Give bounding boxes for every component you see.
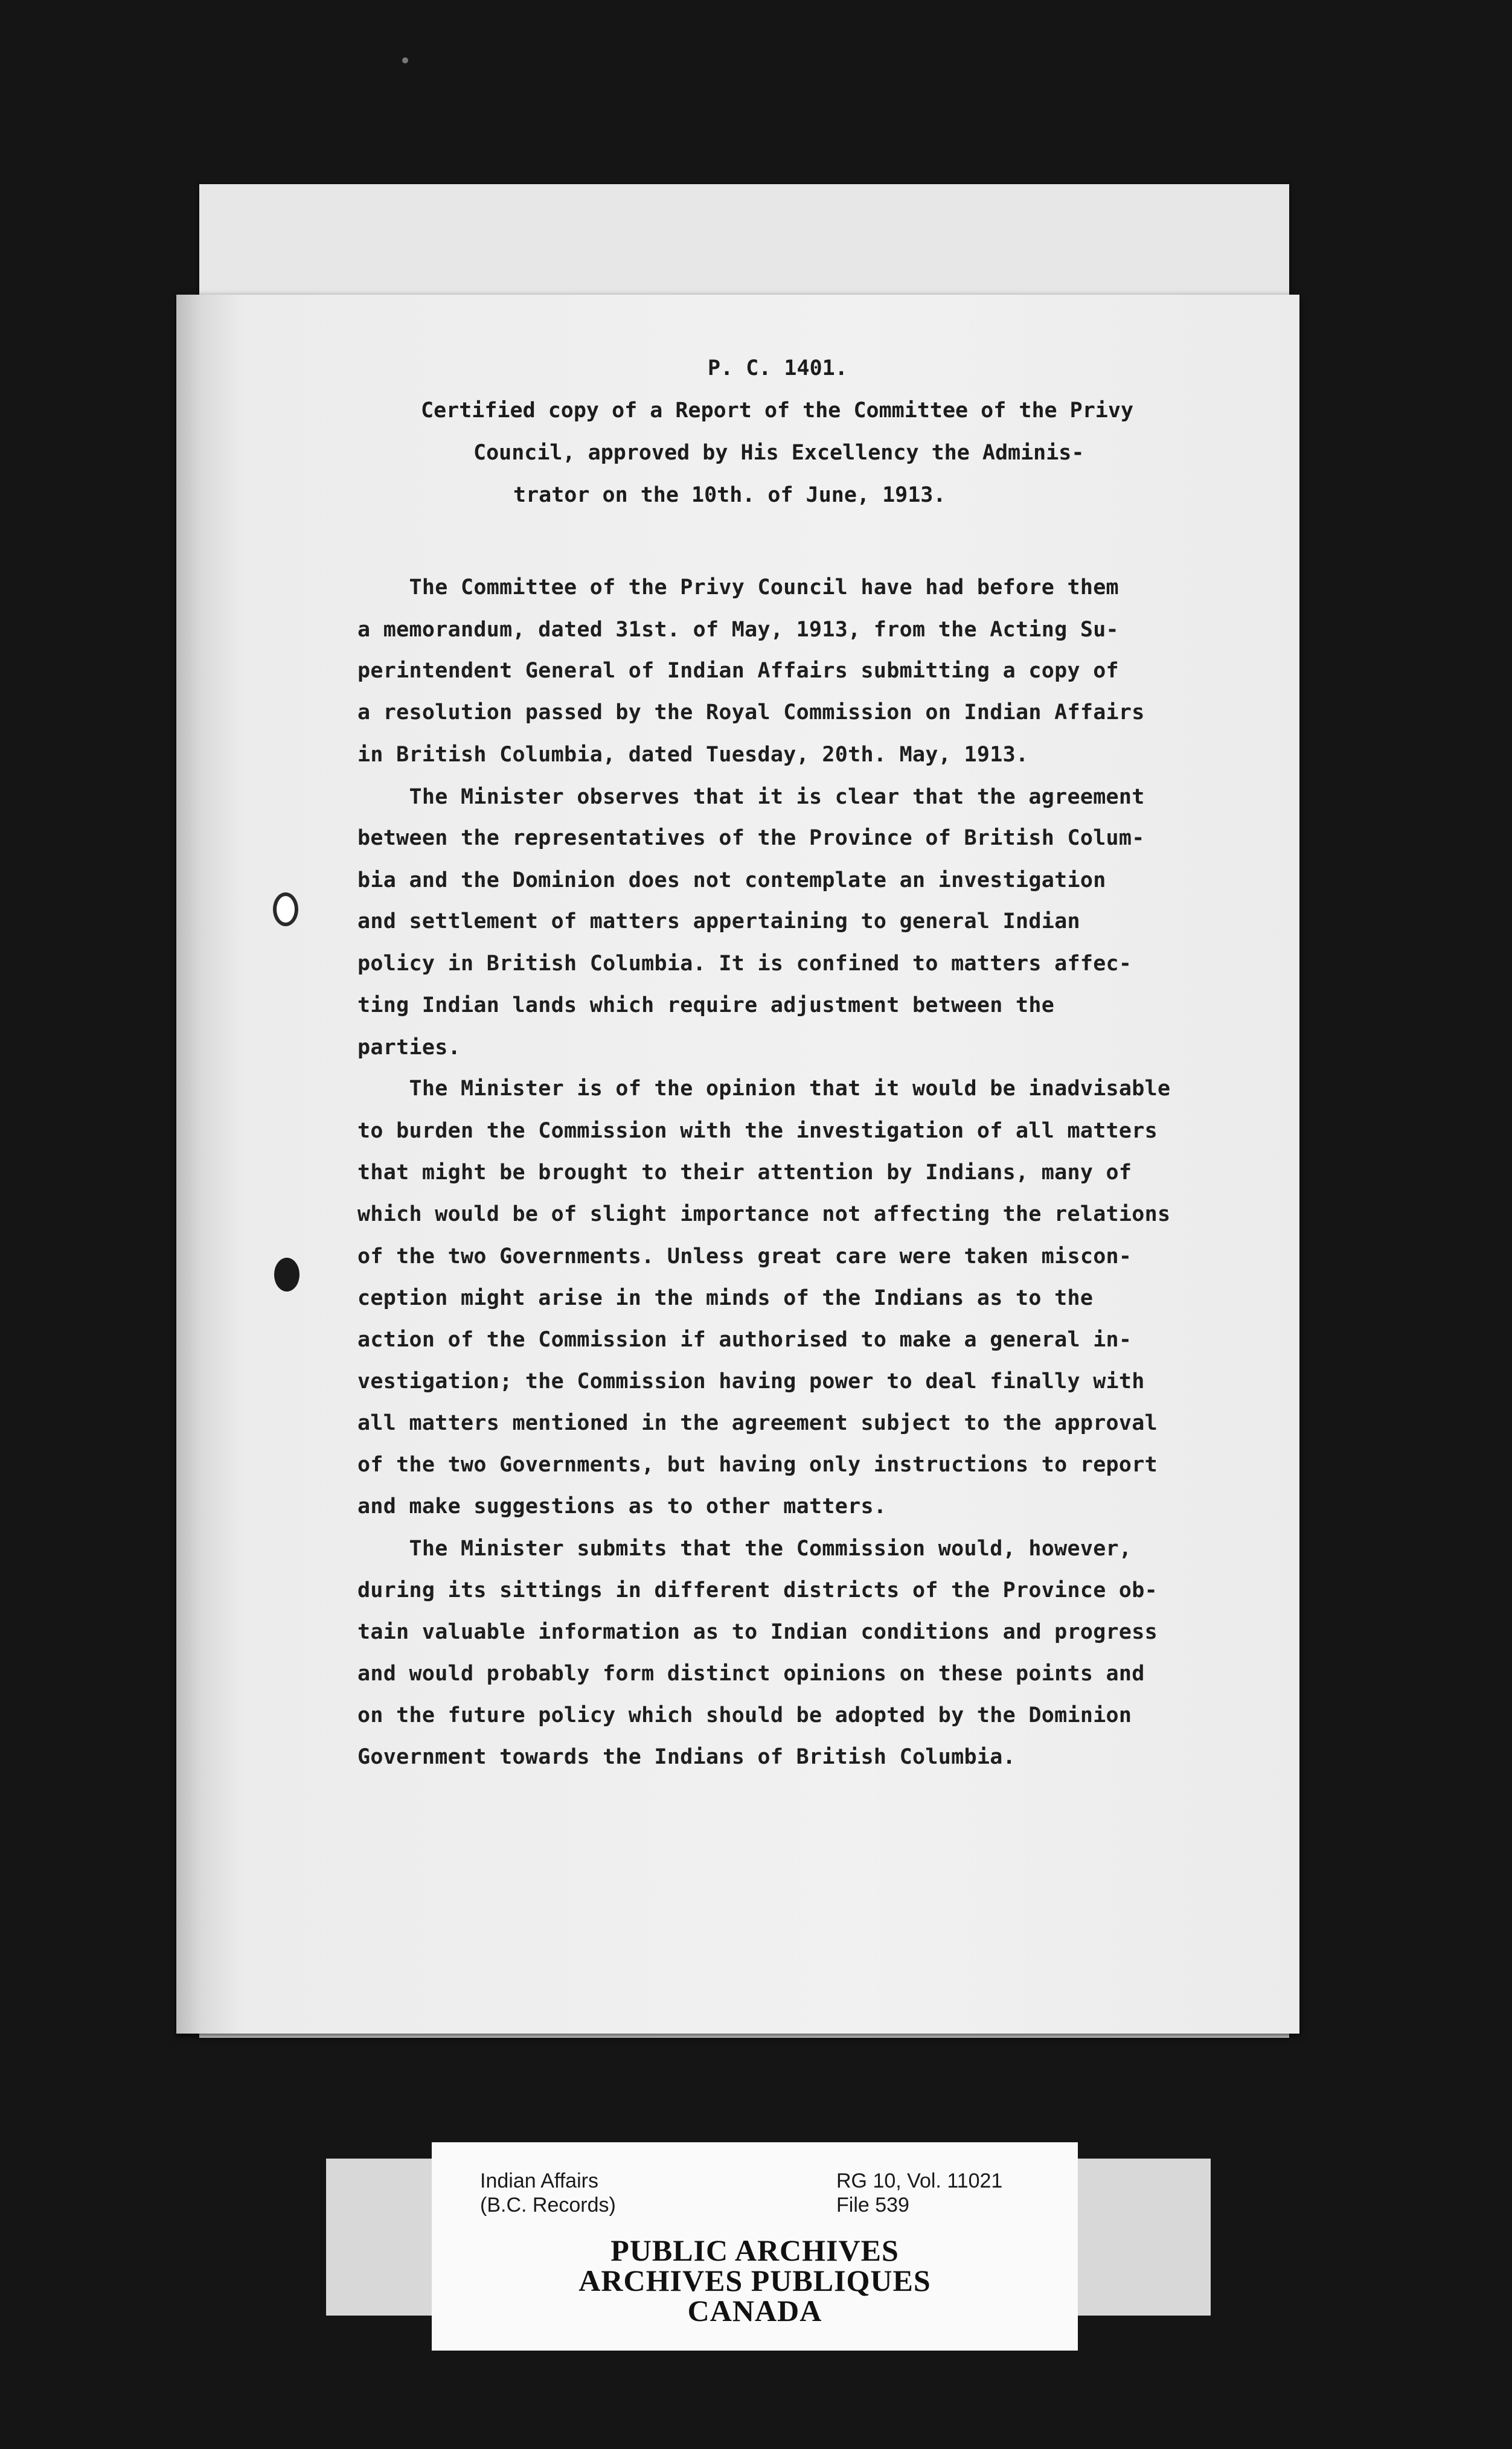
body-line: The Minister is of the opinion that it would be inadvisable — [357, 1077, 1171, 1101]
institution-fr: ARCHIVES PUBLIQUES — [578, 2264, 931, 2297]
body-line: The Minister observes that it is clear that the agreement — [357, 785, 1145, 809]
body-line: action of the Commission if authorised to make a general in- — [357, 1328, 1132, 1352]
body-line: on the future policy which should be adopted by the Dominion — [357, 1703, 1132, 1727]
body-line: a resolution passed by the Royal Commission on Indian Affairs — [357, 700, 1145, 725]
body-line: The Committee of the Privy Council have had before them — [357, 575, 1119, 600]
heading-line-2: Council, approved by His Excellency the Adminis- — [473, 441, 1084, 465]
body-line: parties. — [357, 1036, 461, 1060]
heading-line-1: Certified copy of a Report of the Committee of the Privy — [421, 399, 1134, 423]
dust-speck — [402, 57, 408, 63]
body-line: of the two Governments. Unless great care were taken miscon- — [357, 1244, 1132, 1269]
collection-line-1: Indian Affairs — [480, 2169, 598, 2192]
body-line: to burden the Commission with the investigation of all matters — [357, 1119, 1158, 1143]
body-line: that might be brought to their attention by Indians, many of — [357, 1160, 1132, 1185]
body-line: and would probably form distinct opinions on these points and — [357, 1662, 1145, 1686]
body-line: of the two Governments, but having only instructions to report — [357, 1453, 1158, 1477]
body-line: in British Columbia, dated Tuesday, 20th. May, 1913. — [357, 743, 1029, 767]
body-line: between the representatives of the Province of British Colum- — [357, 826, 1145, 850]
collection-line-2: (B.C. Records) — [480, 2194, 616, 2217]
archive-stamp — [432, 2142, 1078, 2351]
reference-line-2: File 539 — [836, 2194, 909, 2217]
order-number: P. C. 1401. — [708, 356, 848, 380]
body-line: during its sittings in different districts of the Province ob- — [357, 1578, 1158, 1602]
body-line: vestigation; the Commission having power to deal finally with — [357, 1369, 1145, 1394]
country: CANADA — [687, 2294, 822, 2328]
heading-line-3: trator on the 10th. of June, 1913. — [513, 483, 946, 507]
typed-document-page — [176, 295, 1299, 2034]
body-line: ception might arise in the minds of the Indians as to the — [357, 1286, 1094, 1310]
body-line: all matters mentioned in the agreement subject to the approval — [357, 1411, 1158, 1435]
institution-en: PUBLIC ARCHIVES — [610, 2233, 899, 2267]
body-line: and make suggestions as to other matters. — [357, 1494, 887, 1519]
body-line: Government towards the Indians of British Columbia. — [357, 1745, 1016, 1769]
body-line: tain valuable information as to Indian conditions and progress — [357, 1620, 1158, 1644]
body-line: and settlement of matters appertaining to general Indian — [357, 909, 1080, 933]
body-line: a memorandum, dated 31st. of May, 1913, from the Acting Su- — [357, 618, 1119, 642]
body-line: ting Indian lands which require adjustment between the — [357, 993, 1055, 1017]
body-line: which would be of slight importance not affecting the relations — [357, 1202, 1171, 1226]
punch-hole — [273, 892, 298, 926]
body-line: The Minister submits that the Commission would, however, — [357, 1537, 1132, 1561]
body-line: bia and the Dominion does not contemplate an investigation — [357, 868, 1106, 892]
body-line: policy in British Columbia. It is confined to matters affec- — [357, 952, 1132, 976]
punch-hole — [274, 1258, 300, 1292]
body-line: perintendent General of Indian Affairs submitting a copy of — [357, 659, 1119, 683]
reference-line-1: RG 10, Vol. 11021 — [836, 2169, 1003, 2192]
